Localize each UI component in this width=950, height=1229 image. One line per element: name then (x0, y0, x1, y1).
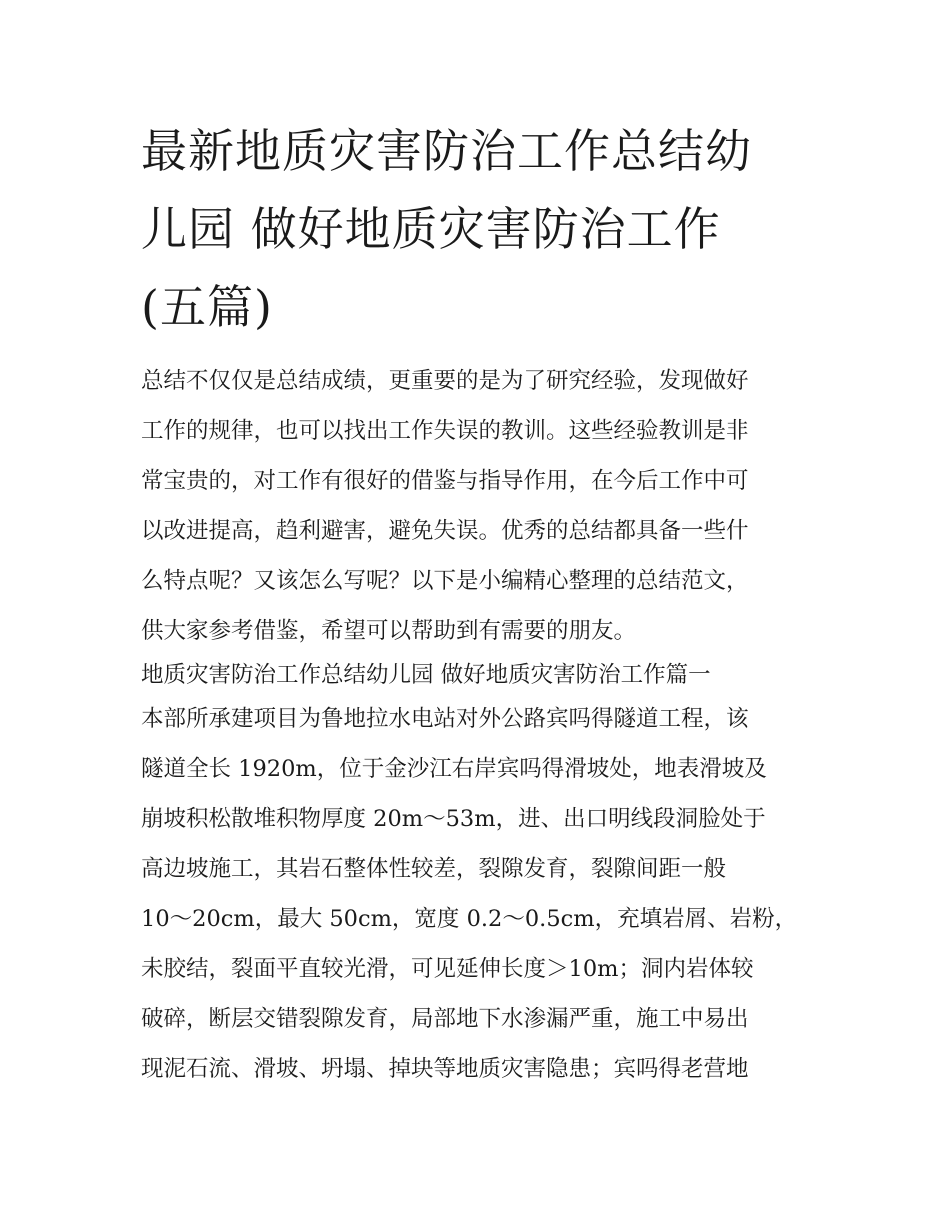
section-line: 高边坡施工，其岩石整体性较差，裂隙发育，裂隙间距一般 (141, 856, 727, 882)
title-line: 最新地质灾害防治工作总结幼 (141, 124, 752, 178)
document-body (141, 356, 821, 1094)
intro-line: 么特点呢？又该怎么写呢？以下是小编精心整理的总结范文， (141, 568, 749, 594)
document-title (141, 112, 821, 346)
section-line: 本部所承建项目为鲁地拉水电站对外公路宾吗得隧道工程，该 (141, 706, 749, 732)
section-line: 10～20cm，最大 50cm，宽度 0.2～0.5cm，充填岩屑、岩粉， (141, 906, 798, 932)
intro-line: 工作的规律，也可以找出工作失误的教训。这些经验教训是非 (141, 418, 749, 444)
section-line: 破碎，断层交错裂隙发育，局部地下水渗漏严重，施工中易出 (141, 1006, 749, 1032)
title-line: 儿园 做好地质灾害防治工作 (141, 202, 721, 256)
intro-line: 总结不仅仅是总结成绩，更重要的是为了研究经验，发现做好 (141, 368, 749, 394)
section-line: 现泥石流、滑坡、坍塌、掉块等地质灾害隐患；宾吗得老营地 (141, 1056, 749, 1082)
intro-line: 常宝贵的，对工作有很好的借鉴与指导作用，在今后工作中可 (141, 468, 749, 494)
title-line: (五篇) (141, 280, 273, 334)
intro-line: 供大家参考借鉴，希望可以帮助到有需要的朋友。 (141, 618, 637, 644)
section-line: 隧道全长 1920m，位于金沙江右岸宾吗得滑坡处，地表滑坡及 (141, 756, 767, 782)
intro-line: 以改进提高，趋利避害，避免失误。优秀的总结都具备一些什 (141, 518, 749, 544)
section-heading: 地质灾害防治工作总结幼儿园 做好地质灾害防治工作篇一 (141, 662, 711, 688)
section-line: 未胶结，裂面平直较光滑，可见延伸长度＞10m；洞内岩体较 (141, 956, 754, 982)
section-line: 崩坡积松散堆积物厚度 20m～53m，进、出口明线段洞脸处于 (141, 806, 766, 832)
